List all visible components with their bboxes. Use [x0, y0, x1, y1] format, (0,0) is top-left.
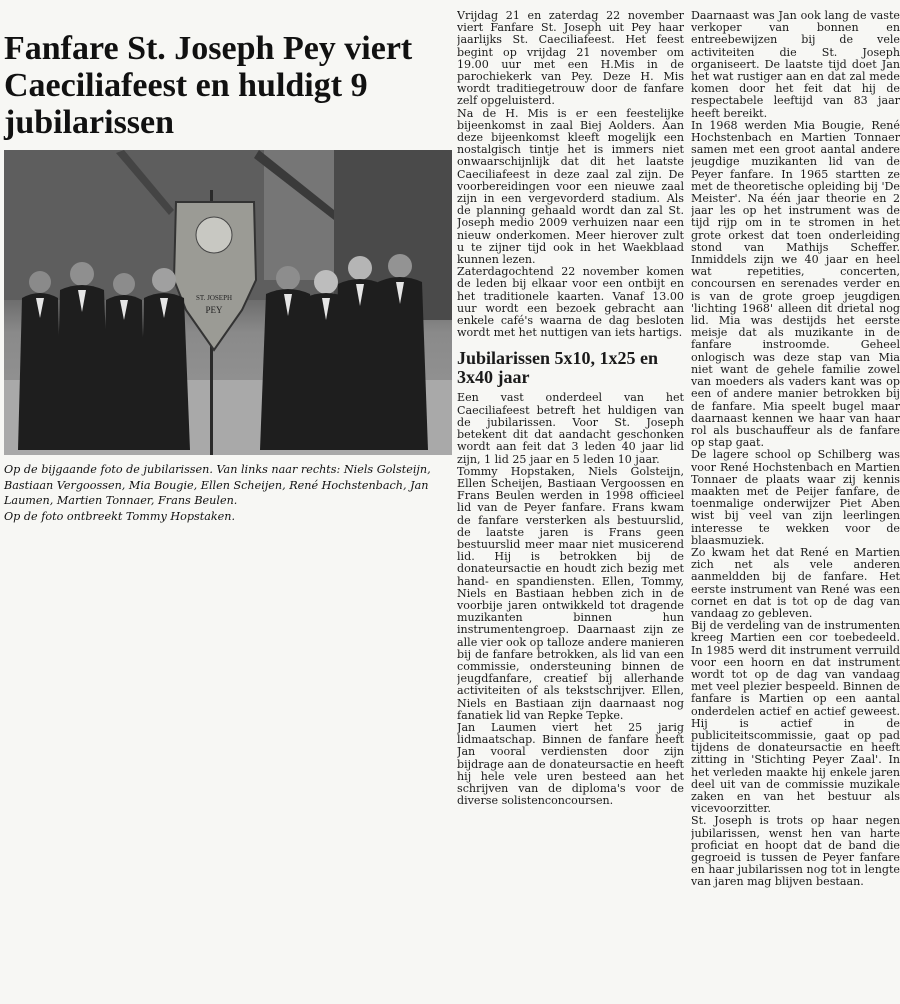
paragraph: De lagere school op Schilberg was voor René Hochstenbach en Martien Tonnaer de plaats waar zij kennis maakten met de Peijer fanfare, de toenmalige onderwijzer Piet Aben wist bij veel van zijn leerlingen interesse te wekken voor de blaasmuziek.	[691, 448, 900, 547]
paragraph: Daarnaast was Jan ook lang de vaste verkoper van bonnen en entreebewijzen bij de vele activiteiten die St. Joseph organiseert. De laatste tijd doet Jan het wat rustiger aan en dat zal mede komen door het feit dat hij de respectabele leeftijd van 83 jaar heeft bereikt.	[691, 10, 900, 120]
paragraph: Tommy Hopstaken, Niels Golsteijn, Ellen Scheijen, Bastiaan Vergoossen en Frans Beulen werden in 1998 officieel lid van de Peyer fanfare. Frans kwam de fanfare versterken als bestuurslid, de laatste jaren is Frans geen bestuurslid meer maar niet musicerend lid. Hij is betrokken bij de donateursactie en houdt zich bezig met hand- en spandiensten. Ellen, Tommy, Niels en Bastiaan hebben zich in de voorbije jaren ontwikkeld tot dragende muzikanten binnen hun instrumentengroep. Daarnaast zijn ze alle vier ook op talloze andere manieren bij de fanfare betrokken, als lid van een commissie, ondersteuning binnen de jeugdfanfare, creatief bij allerhande activiteiten of als tekstschrijver. Ellen, Niels en Bastiaan zijn daarnaast nog fanatiek lid van Repke Tepke.	[457, 464, 684, 722]
headline: Fanfare St. Joseph Pey viert Caeciliafeest en huldigt 9 jubilarissen	[4, 30, 413, 141]
paragraph: Een vast onderdeel van het Caeciliafeest betreft het huldigen van de jubilarissen. Voor St. Joseph betekent dit dat aandacht geschonken wordt aan feit dat 3 leden 40 jaar lid zijn, 1 lid 25 jaar en 5 leden 10 jaar.	[457, 391, 684, 466]
paragraph: In 1968 werden Mia Bougie, René Hochstenbach en Martien Tonnaer samen met een groot aantal andere jeugdige muzikanten lid van de Peyer fanfare. In 1965 startten ze met de theoretische opleiding bij 'De Meister'. Na één jaar theorie en 2 jaar les op het instrument was de tijd rijp om in te stromen in het grote orkest dat toen onderleiding stond van Mathijs Scheffer. Inmiddels zijn we 40 jaar en heel wat repetities, concerten, concoursen en serenades verder en is van de grote groep jeugdigen 'lichting 1968' alleen dit drietal nog lid. Mia was destijds het eerste meisje dat als muzikante in de fanfare instroomde. Geheel onlogisch was deze stap van Mia niet want de gehele familie zowel van moeders als vaders kant was op een of andere manier betrokken bij de fanfare. Mia speelt bugel maar daarnaast kennen we haar van haar rol als buschauffeur als de fanfare op stap gaat.	[691, 118, 900, 450]
photo-illustration	[4, 150, 452, 455]
banner-text-2: PEY	[205, 305, 223, 315]
article-column-2	[457, 10, 684, 807]
paragraph: Jan Laumen viert het 25 jarig lidmaatschap. Binnen de fanfare heeft Jan vooral verdiensten door zijn bijdrage aan de donateursactie en heeft hij hele vele uren besteed aan het schrijven van de diploma's voor de diverse solistenconcoursen.	[457, 720, 684, 808]
banner-text-1: ST. JOSEPH	[195, 294, 233, 302]
article-column-3	[691, 10, 900, 1000]
paragraph: Na de H. Mis is er een feestelijke bijeenkomst in zaal Biej Aolders. Aan deze bijeenkomst kleeft mogelijk een nostalgisch tintje het is immers niet onwaarschijnlijk dat dit het laatste Caeciliafeest in deze zaal zal zijn. De voorbereidingen voor een nieuwe zaal zijn in een vergevorderd stadium. Als de planning gehaald wordt dan zal St. Joseph medio 2009 verhuizen naar een nieuw onderkomen. Meer hierover zult u te zijner tijd ook in het Waekblaad kunnen lezen.	[457, 106, 684, 267]
paragraph: Vrijdag 21 en zaterdag 22 november viert Fanfare St. Joseph uit Pey haar jaarlijks St. Caeciliafeest. Het feest begint op vrijdag 21 november om 19.00 uur met een H.Mis in de parochiekerk van Pey. Deze H. Mis wordt traditiegetrouw door de fanfare zelf opgeluisterd.	[457, 10, 684, 108]
paragraph: Zo kwam het dat René en Martien zich net als vele anderen aanmeldden bij de fanfare. Het eerste instrument van René was een cornet en dat is tot op de dag van vandaag zo gebleven.	[691, 545, 900, 620]
photo-caption	[4, 462, 454, 524]
paragraph: Bij de verdeling van de instrumenten kreeg Martien een cor toebedeeld. In 1985 werd dit instrument verruild voor een hoorn en dat instrument wordt tot op de dag van vandaag met veel plezier bespeeld. Binnen de fanfare is Martien op een aantal onderdelen actief en actief geweest. Hij is actief in de publiciteitscommissie, gaat op pad tijdens de donateursactie en heeft zitting in 'Stichting Peyer Zaal'. In het verleden maakte hij enkele jaren deel uit van de commissie muzikale zaken en van het bestuur als vicevoorzitter.	[691, 619, 900, 816]
caption-line-2: Op de foto ontbreekt Tommy Hopstaken.	[4, 509, 236, 523]
subheading: Jubilarissen 5x10, 1x25 en 3x40 jaar	[457, 348, 659, 388]
caption-line-1: Op de bijgaande foto de jubilarissen. Van links naar rechts: Niels Golsteijn, Bastiaan Vergoossen, Mia Bougie, Ellen Scheijen, René Hochstenbach, Jan Laumen, Martien Tonnaer, Frans Beulen.	[4, 463, 431, 507]
paragraph: Zaterdagochtend 22 november komen de leden bij elkaar voor een ontbijt en het traditionele kaarten. Vanaf 13.00 uur wordt een bezoek gebracht aan enkele café's waarna de dag besloten wordt met het nuttigen van iets hartigs.	[457, 265, 684, 340]
jubilarians-photo	[4, 150, 452, 455]
paragraph: St. Joseph is trots op haar negen jubilarissen, wenst hen van harte proficiat en hoopt dat de band die gegroeid is tussen de Peyer fanfare en haar jubilarissen nog tot in lengte van jaren mag blijven bestaan.	[691, 814, 900, 889]
